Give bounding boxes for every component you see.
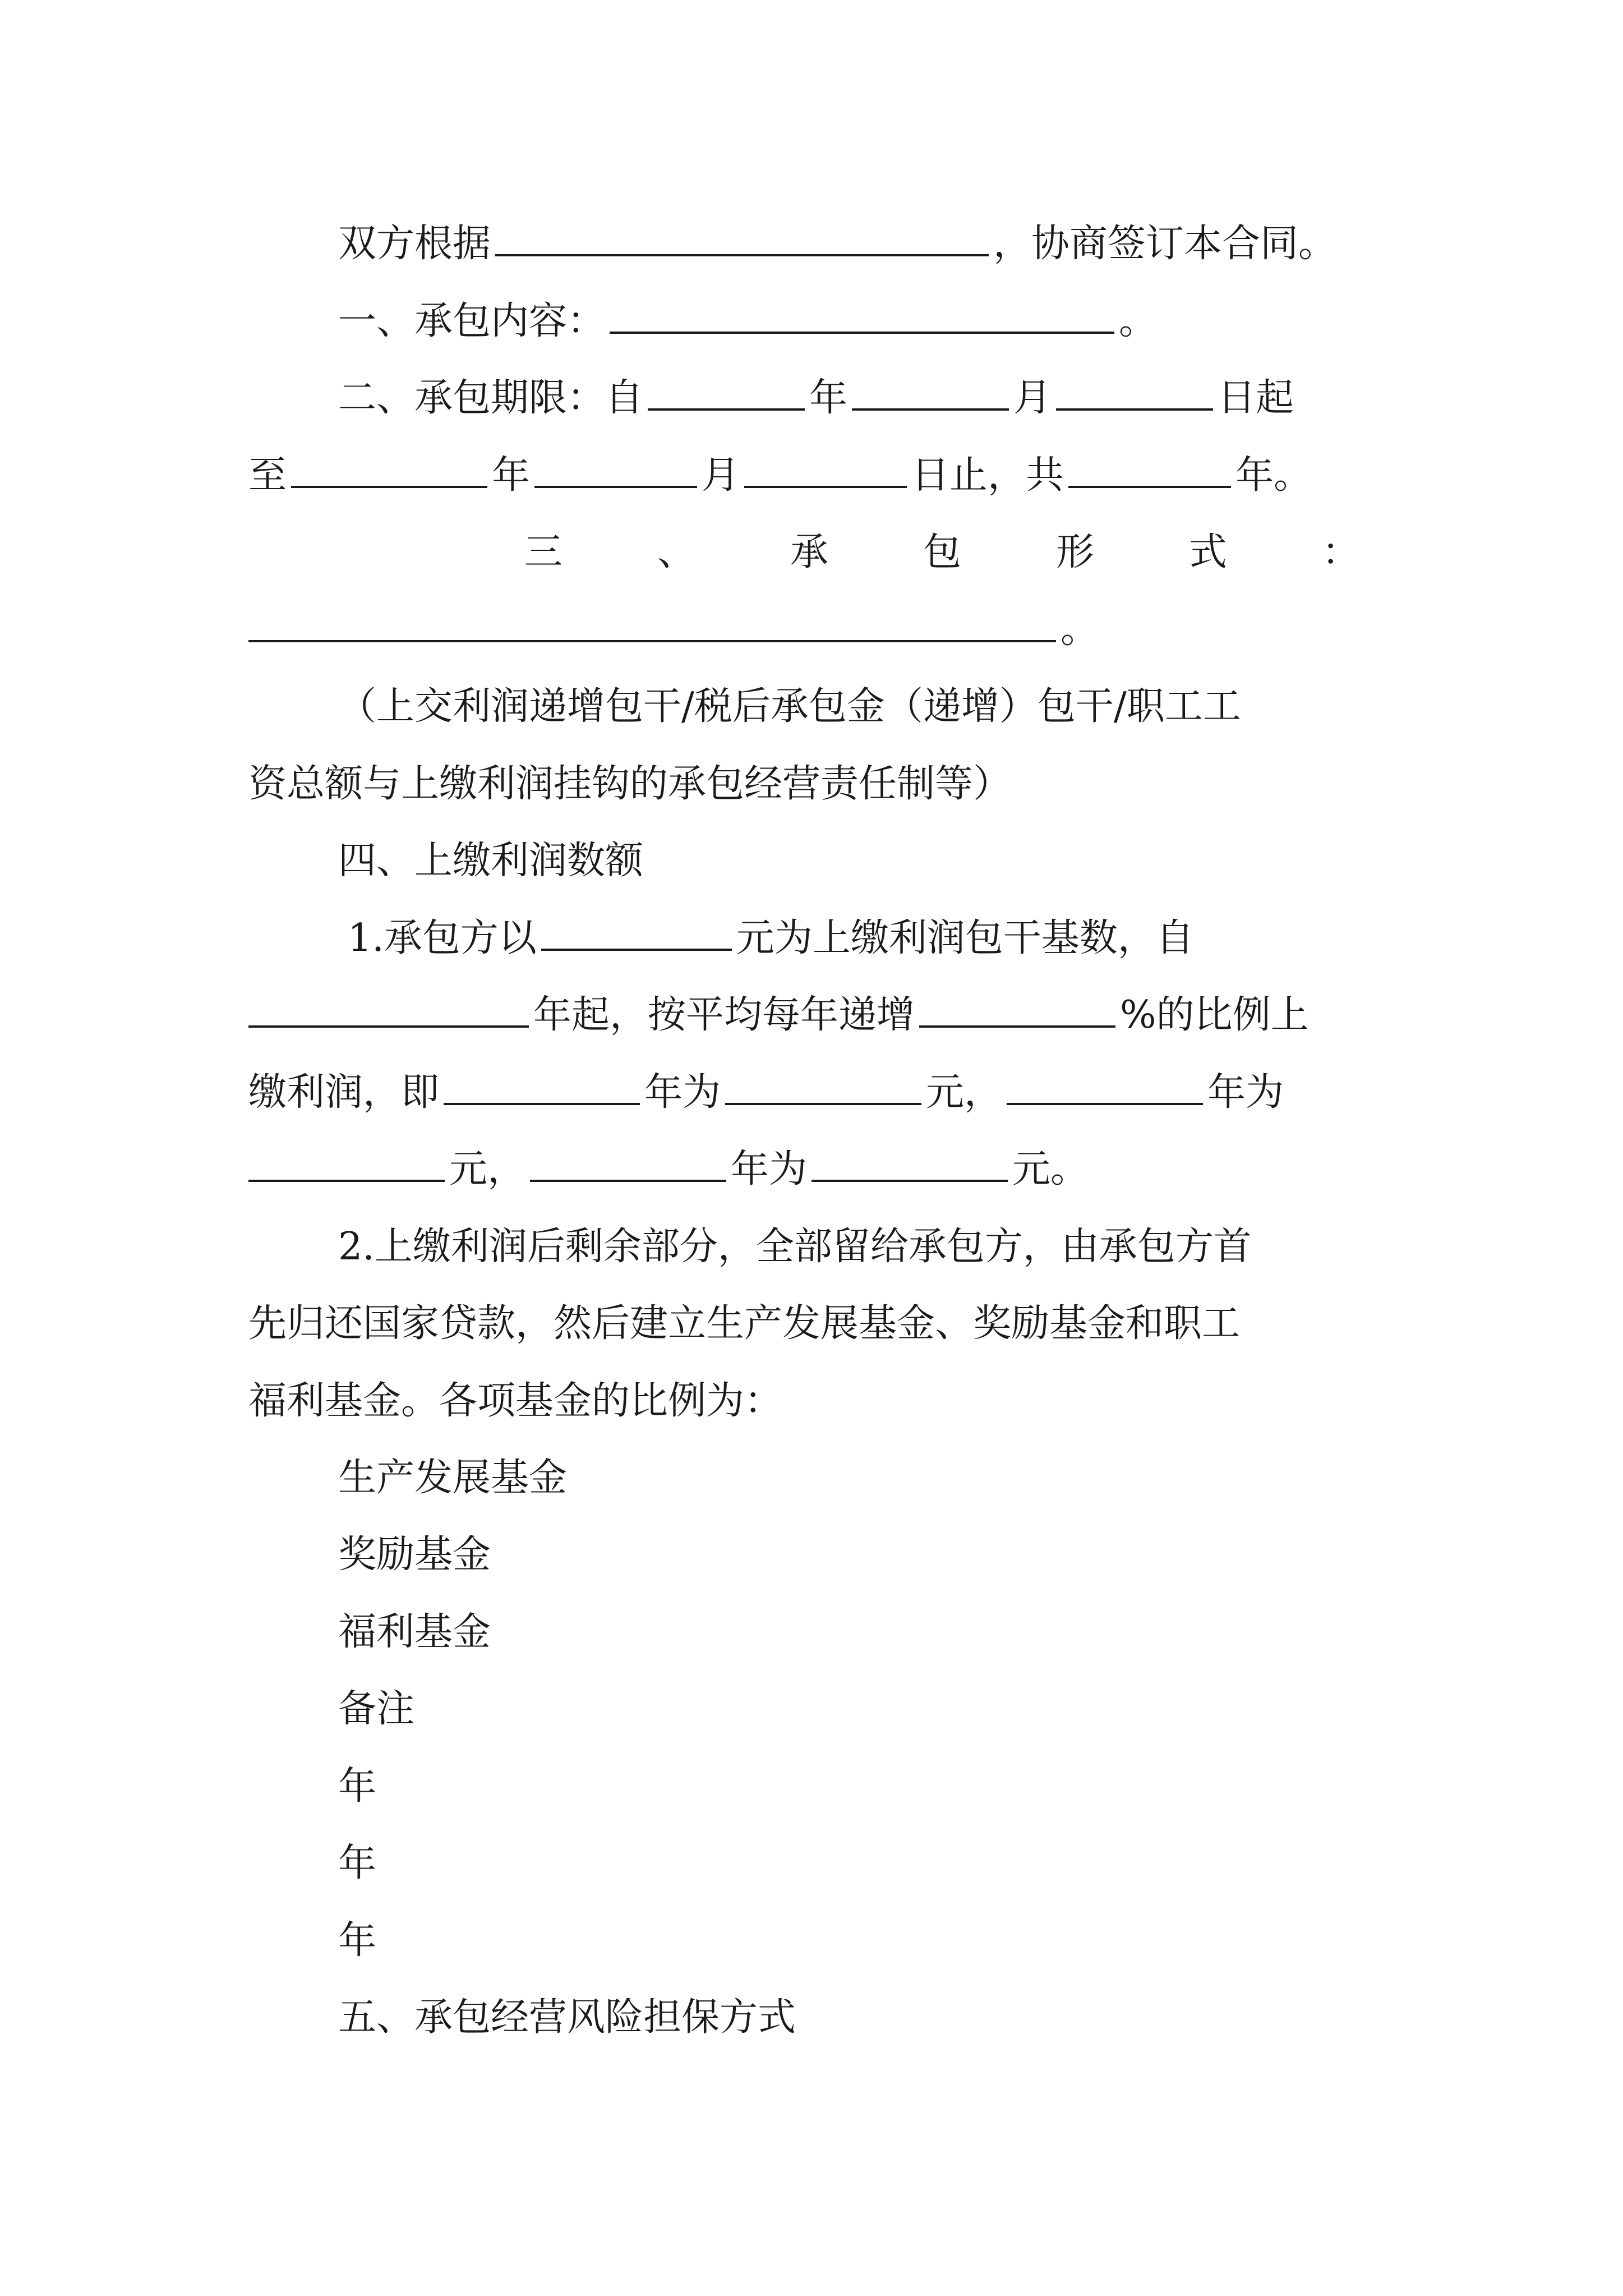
section1-line (338, 295, 1404, 348)
basis-line (338, 217, 1404, 271)
item1-text: 缴利润，即 (248, 1070, 440, 1115)
section2-label: 二、承包期限：自 (338, 376, 644, 420)
section3-char: 承 (790, 530, 828, 574)
section5-heading: 五、承包经营风险担保方式 (338, 1995, 796, 2040)
end-month-blank[interactable] (534, 453, 697, 488)
amount1-blank[interactable] (725, 1070, 921, 1105)
basis-prefix: 双方根据 (338, 222, 491, 266)
end-day-label: 日止，共 (911, 453, 1064, 498)
item2-line1: 2.上缴利润后剩余部分，全部留给承包方，由承包方首 (338, 1225, 1252, 1269)
start-day-label: 日起 (1218, 376, 1294, 420)
start-year-label: 年 (809, 376, 848, 420)
start-month-label: 月 (1013, 376, 1052, 420)
to-label: 至 (248, 453, 287, 498)
fund-item: 年 (338, 1764, 377, 1809)
start-year-blank[interactable] (648, 376, 805, 411)
start-year-profit-blank[interactable] (248, 993, 529, 1028)
section2-line2 (248, 449, 1393, 503)
amount2-blank[interactable] (248, 1147, 445, 1182)
item1-line1 (348, 912, 1391, 965)
amount3-blank[interactable] (811, 1147, 1008, 1182)
section3-char: ： (1321, 530, 1360, 574)
year2-blank[interactable] (1007, 1070, 1203, 1105)
section3-char: 三 (524, 530, 563, 574)
year1-blank[interactable] (444, 1070, 640, 1105)
fund-item: 年 (338, 1841, 377, 1885)
section2-line1 (338, 371, 1404, 425)
section3-heading (524, 526, 1360, 579)
item1-text: 元。 (1012, 1147, 1089, 1191)
item1-line2 (248, 988, 1393, 1042)
end-day-blank[interactable] (744, 453, 907, 488)
basis-suffix: ，协商签订本合同。 (993, 222, 1337, 266)
item1-line3 (248, 1066, 1393, 1120)
contract-form-blank[interactable] (248, 608, 1056, 642)
start-month-blank[interactable] (852, 376, 1009, 411)
item1-text: 年为 (1207, 1070, 1284, 1115)
basis-blank[interactable] (495, 222, 989, 256)
item2-line3: 福利基金。各项基金的比例为： (248, 1379, 783, 1423)
item1-text: 1.承包方以 (348, 916, 537, 960)
section4-heading: 四、上缴利润数额 (338, 839, 644, 883)
fund-item: 备注 (338, 1687, 415, 1731)
end-year-blank[interactable] (291, 453, 487, 488)
section3-char: 式 (1188, 530, 1227, 574)
section3-note-line2: 资总额与上缴利润挂钩的承包经营责任制等） (248, 762, 1012, 806)
item1-text: 年为 (731, 1147, 808, 1191)
section3-char: 包 (923, 530, 961, 574)
item2-line2: 先归还国家贷款，然后建立生产发展基金、奖励基金和职工 (248, 1301, 1241, 1346)
section3-note-line1: （上交利润递增包干/税后承包金（递增）包干/职工工 (338, 684, 1241, 729)
item1-text: %的比例上 (1120, 993, 1309, 1037)
year3-blank[interactable] (530, 1147, 726, 1182)
section1-label: 一、承包内容： (338, 299, 606, 343)
end-month-label: 月 (702, 453, 740, 498)
section3-blank-line (248, 603, 1393, 657)
contract-content-blank[interactable] (610, 299, 1114, 334)
item1-text: 年起，按平均每年递增 (533, 993, 915, 1037)
total-years-blank[interactable] (1068, 453, 1231, 488)
growth-rate-blank[interactable] (919, 993, 1115, 1028)
section3-char: 形 (1055, 530, 1094, 574)
fund-item: 福利基金 (338, 1610, 491, 1654)
item1-text: 元为上缴利润包干基数，自 (736, 916, 1194, 960)
fund-item: 年 (338, 1918, 377, 1963)
item1-line4 (248, 1143, 1393, 1197)
end-year-label: 年 (492, 453, 531, 498)
section3-end: 。 (1061, 608, 1099, 652)
start-day-blank[interactable] (1056, 376, 1213, 411)
fund-item: 生产发展基金 (338, 1456, 568, 1500)
profit-base-blank[interactable] (541, 916, 732, 951)
item1-text: 年为 (644, 1070, 721, 1115)
total-years-label: 年。 (1235, 453, 1312, 498)
fund-item: 奖励基金 (338, 1533, 491, 1577)
item1-text: 元， (926, 1070, 1003, 1115)
item1-text: 元， (449, 1147, 526, 1191)
section1-end: 。 (1119, 299, 1158, 343)
section3-char: 、 (657, 530, 695, 574)
